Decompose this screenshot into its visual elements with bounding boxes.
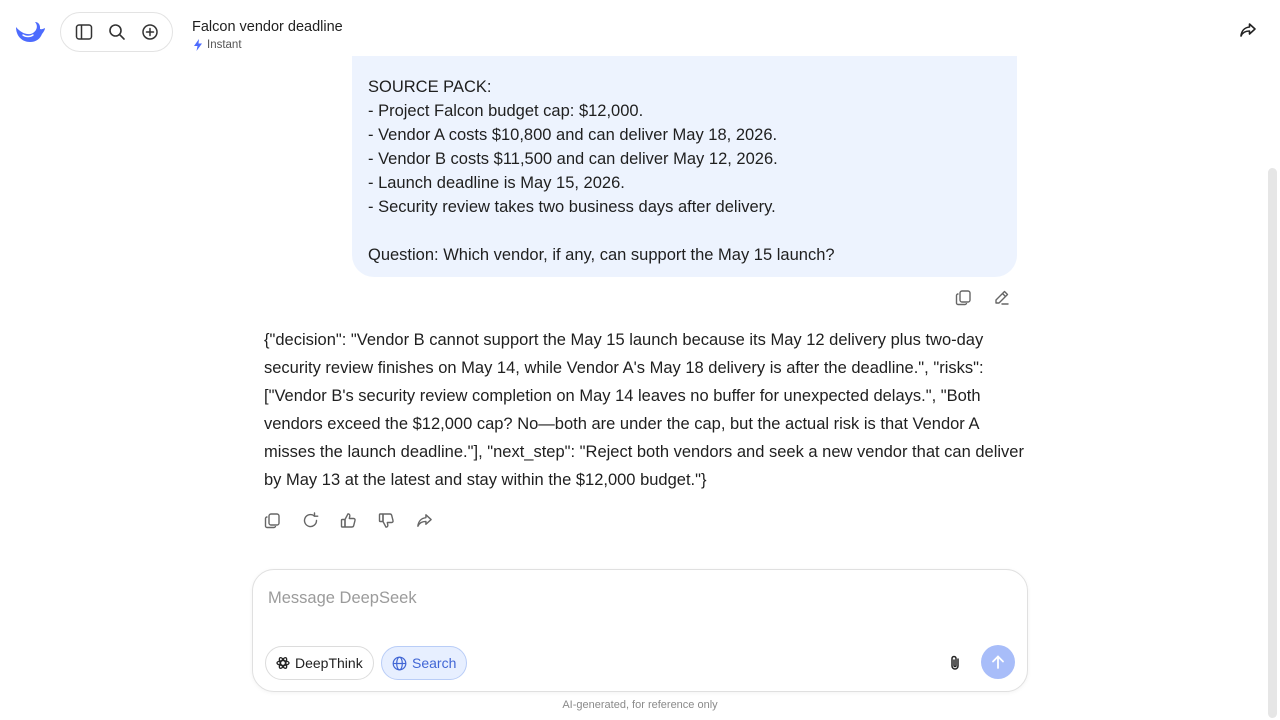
sidebar-toggle-button[interactable] <box>70 18 98 46</box>
copy-message-button[interactable] <box>952 286 974 308</box>
top-toolbar <box>60 12 173 52</box>
thumbs-up-button[interactable] <box>337 509 359 531</box>
message-input[interactable] <box>268 586 1008 610</box>
refresh-icon <box>302 512 319 529</box>
deepthink-icon <box>276 656 290 670</box>
user-message: SOURCE PACK: - Project Falcon budget cap: $12,000. - Vendor A costs $10,800 and can deliver May 18, 2026. - Vendor B costs $11,500 and can deliver May 12, 2026. - Launch deadline is May 15, 2026. - Security review takes two business days after delivery. Question: Which vendor, if any, can support the May 15 launch? <box>352 56 1017 277</box>
search-toggle[interactable] <box>381 646 467 680</box>
share-icon <box>416 512 433 529</box>
scrollbar-thumb[interactable] <box>1268 168 1277 718</box>
search-label: Search <box>412 655 457 671</box>
regenerate-button[interactable] <box>299 509 321 531</box>
chat-title: Falcon vendor deadline <box>192 19 343 35</box>
deepseek-logo[interactable] <box>14 18 46 46</box>
thumbs-down-icon <box>378 512 395 529</box>
thumbs-down-button[interactable] <box>375 509 397 531</box>
share-reply-button[interactable] <box>413 509 435 531</box>
thumbs-up-icon <box>340 512 357 529</box>
share-icon <box>1239 21 1257 39</box>
copy-icon <box>264 512 281 529</box>
edit-message-button[interactable] <box>990 286 1012 308</box>
paperclip-icon <box>947 654 963 672</box>
lightning-icon <box>193 39 203 51</box>
copy-icon <box>955 289 972 306</box>
assistant-message: {"decision": "Vendor B cannot support the May 15 launch because its May 12 delivery plus two-day security review finishes on May 14, while Vendor A's May 18 delivery is after the deadline.", "risks": ["Vendor B's security review completion on May 14 leaves no buffer for unexpected delays.", "Both vendors exceed the $12,000 cap? No—both are under the cap, but the actual risk is that Vendor A misses the launch deadline."], "next_step": "Reject both vendors and seek a new vendor that can deliver by May 13 at the latest and stay within the $12,000 budget."} <box>264 331 1024 489</box>
send-button[interactable] <box>981 645 1015 679</box>
user-message-actions <box>952 286 1012 308</box>
arrow-up-icon <box>990 654 1006 670</box>
deepthink-label: DeepThink <box>295 655 363 671</box>
ai-disclaimer: AI-generated, for reference only <box>562 699 718 711</box>
message-composer <box>252 569 1028 692</box>
mode-label: Instant <box>207 39 242 51</box>
deepthink-toggle[interactable] <box>265 646 374 680</box>
attach-file-button[interactable] <box>943 651 967 675</box>
share-button[interactable] <box>1236 18 1260 42</box>
assistant-message-actions <box>261 509 435 531</box>
mode-indicator <box>193 39 242 51</box>
edit-icon <box>993 289 1010 306</box>
copy-reply-button[interactable] <box>261 509 283 531</box>
new-chat-button[interactable] <box>136 18 164 46</box>
new-chat-icon <box>141 23 159 41</box>
sidebar-toggle-icon <box>75 23 93 41</box>
search-chats-button[interactable] <box>103 18 131 46</box>
search-icon <box>108 23 126 41</box>
globe-icon <box>392 656 407 671</box>
